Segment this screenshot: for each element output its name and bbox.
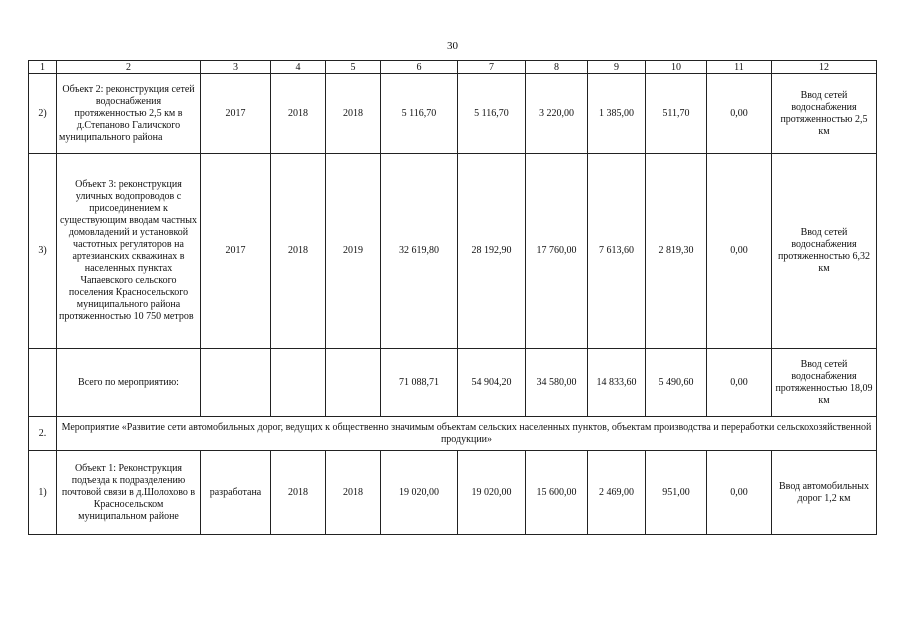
cell-c3: разработана: [201, 451, 271, 535]
header-cell: 1: [29, 61, 57, 74]
cell-c9: 7 613,60: [588, 154, 646, 349]
cell-c9: 2 469,00: [588, 451, 646, 535]
object-name: Объект 2: реконструкция сетей водоснабжения протяженностью 2,5 км в д.Степаново Галичского муниципального района: [57, 74, 201, 154]
table-row: [29, 154, 877, 349]
measure-number: 2.: [29, 417, 57, 451]
cell-c6: 71 088,71: [381, 349, 458, 417]
cell-c7: 54 904,20: [458, 349, 526, 417]
header-cell: 5: [326, 61, 381, 74]
cell-c6: 5 116,70: [381, 74, 458, 154]
cell-c11: 0,00: [707, 74, 772, 154]
cell-c10: 2 819,30: [646, 154, 707, 349]
header-cell: 7: [458, 61, 526, 74]
cell-c8: 15 600,00: [526, 451, 588, 535]
cell-c11: 0,00: [707, 154, 772, 349]
object-name: Объект 1: Реконструкция подъезда к подразделению почтовой связи в д.Шолохово в Красносельском муниципальном районе: [57, 451, 201, 535]
total-row: [29, 349, 877, 417]
cell-c9: 1 385,00: [588, 74, 646, 154]
header-row: [29, 61, 877, 74]
cell-c5: 2019: [326, 154, 381, 349]
header-cell: 9: [588, 61, 646, 74]
cell-c4: 2018: [271, 74, 326, 154]
cell-c6: 19 020,00: [381, 451, 458, 535]
header-cell: 4: [271, 61, 326, 74]
cell-c8: 3 220,00: [526, 74, 588, 154]
cell-c9: 14 833,60: [588, 349, 646, 417]
cell-c4: 2018: [271, 451, 326, 535]
cell-c8: 17 760,00: [526, 154, 588, 349]
page-number: 30: [447, 40, 458, 52]
cell-c3: 2017: [201, 74, 271, 154]
cell-c11: 0,00: [707, 349, 772, 417]
measure-title: Мероприятие «Развитие сети автомобильных дорог, ведущих к общественно значимым объектам сельских населенных пунктов, объектам производства и переработки сельскохозяйственной продукции»: [57, 417, 877, 451]
object-name: Объект 3: реконструкция уличных водопроводов с присоединением к существующим вводам частных домовладений и установкой частотных регуляторов на артезианских скважинах в населенных пунктах Чапаевского сельского поселения Красносельского муниципального района протяженностью 10 750 метров: [57, 154, 201, 349]
cell-c7: 5 116,70: [458, 74, 526, 154]
cell-c3: 2017: [201, 154, 271, 349]
table-row: [29, 74, 877, 154]
cell-c10: 951,00: [646, 451, 707, 535]
cell-c5: [326, 349, 381, 417]
header-cell: 2: [57, 61, 201, 74]
header-cell: 6: [381, 61, 458, 74]
result-cell: Ввод сетей водоснабжения протяженностью 2,5 км: [772, 74, 877, 154]
measure-row: [29, 417, 877, 451]
cell-c4: 2018: [271, 154, 326, 349]
header-cell: 12: [772, 61, 877, 74]
total-label: Всего по мероприятию:: [57, 349, 201, 417]
cell-c8: 34 580,00: [526, 349, 588, 417]
row-number: 1): [29, 451, 57, 535]
result-cell: Ввод сетей водоснабжения протяженностью 18,09 км: [772, 349, 877, 417]
cell-c5: 2018: [326, 451, 381, 535]
cell-c10: 511,70: [646, 74, 707, 154]
budget-table: [28, 60, 877, 535]
header-cell: 11: [707, 61, 772, 74]
cell-c10: 5 490,60: [646, 349, 707, 417]
header-cell: 10: [646, 61, 707, 74]
cell-c5: 2018: [326, 74, 381, 154]
row-number: 3): [29, 154, 57, 349]
cell-c7: 28 192,90: [458, 154, 526, 349]
result-cell: Ввод автомобильных дорог 1,2 км: [772, 451, 877, 535]
cell-c11: 0,00: [707, 451, 772, 535]
result-cell: Ввод сетей водоснабжения протяженностью 6,32 км: [772, 154, 877, 349]
row-number: [29, 349, 57, 417]
header-cell: 3: [201, 61, 271, 74]
cell-c3: [201, 349, 271, 417]
header-cell: 8: [526, 61, 588, 74]
cell-c6: 32 619,80: [381, 154, 458, 349]
row-number: 2): [29, 74, 57, 154]
cell-c4: [271, 349, 326, 417]
table-row: [29, 451, 877, 535]
cell-c7: 19 020,00: [458, 451, 526, 535]
